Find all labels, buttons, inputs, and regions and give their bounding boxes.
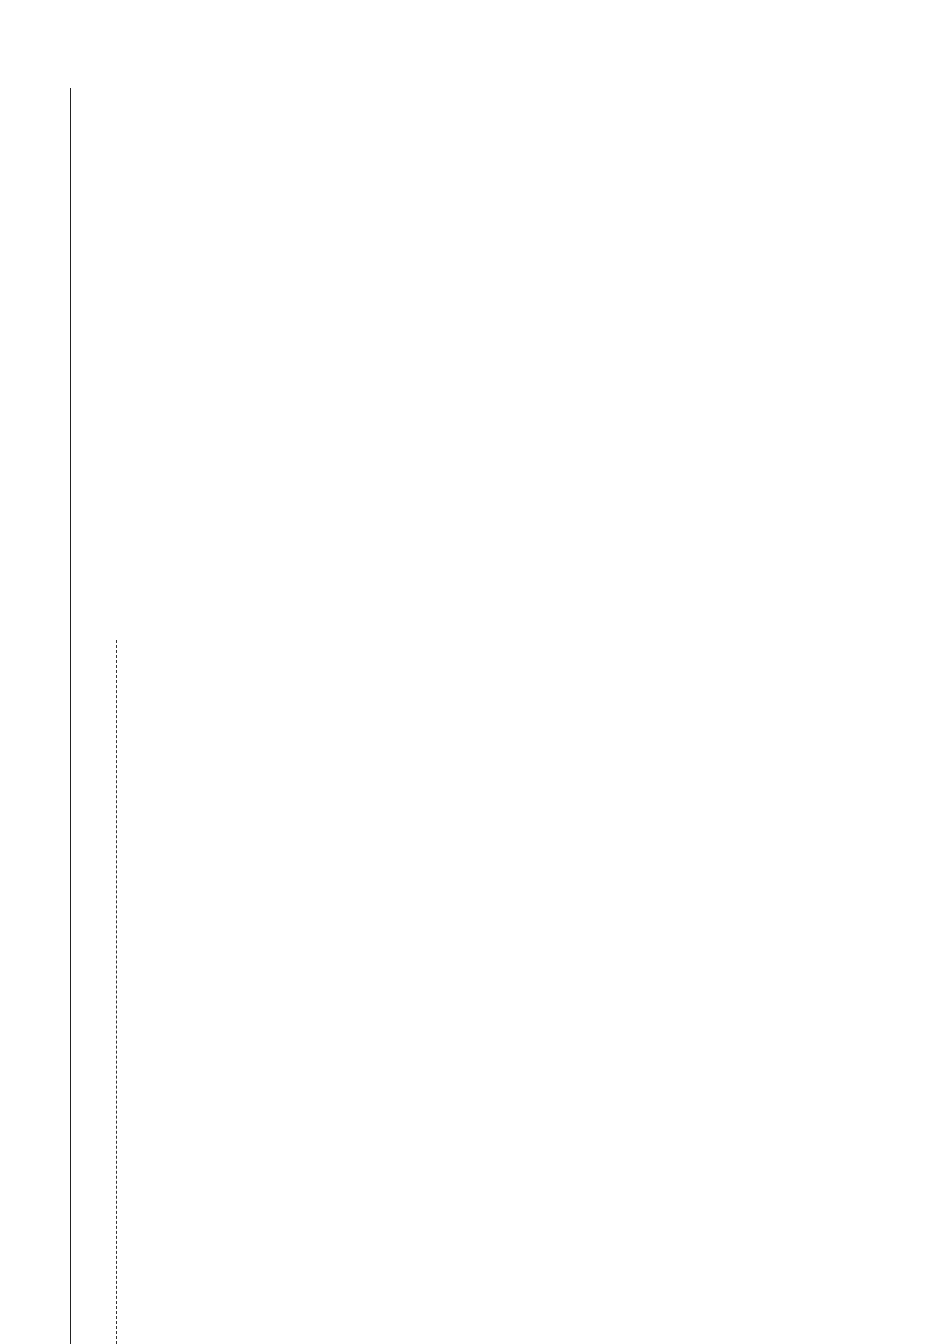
cut-line — [116, 640, 117, 1344]
binding-line — [70, 88, 71, 1344]
